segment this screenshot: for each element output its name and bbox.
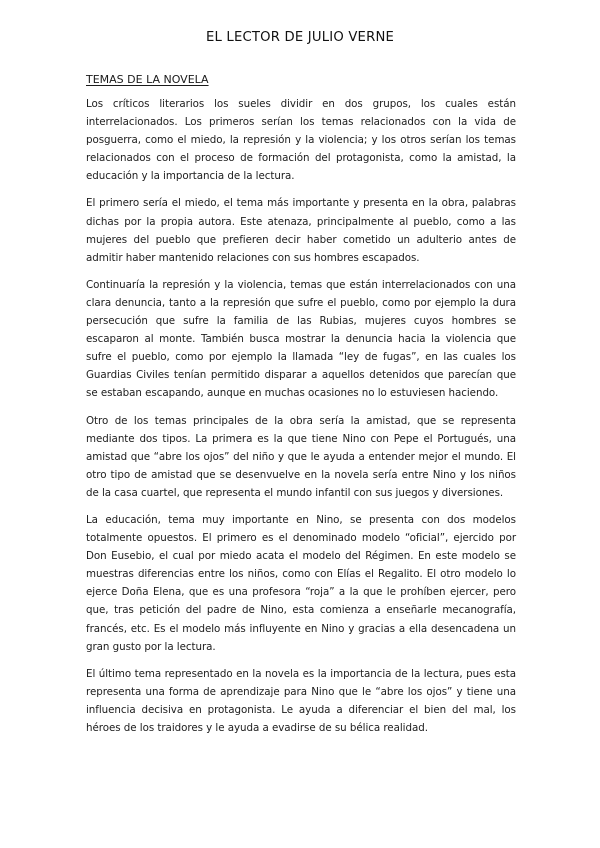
paragraph-intro: Los críticos literarios los sueles dividir en dos grupos, los cuales están interrelacionados. Los primeros serían los temas relacionados con la vida de posguerra, como el miedo, la represión y la violencia; y los otros serían los temas relacionados con el proceso de formación del protagonista, como la amistad, la educación y la importancia de la lectura. bbox=[86, 98, 516, 183]
section-heading: TEMAS DE LA NOVELA bbox=[86, 73, 209, 86]
document-body bbox=[86, 95, 516, 746]
paragraph-amistad: Otro de los temas principales de la obra sería la amistad, que se representa mediante dos tipos. La primera es la que tiene Nino con Pepe el Portugués, una amistad que “abre los ojos” del niño y que le ayuda a entender mejor el mundo. El otro tipo de amistad que se desenvuelve en la novela sería entre Nino y los niños de la casa cuartel, que representa el mundo infantil con sus juegos y diversiones. bbox=[86, 414, 516, 499]
paragraph-lectura: El último tema representado en la novela es la importancia de la lectura, pues esta representa una forma de aprendizaje para Nino que le “abre los ojos” y tiene una influencia decisiva en protagonista. Le ayuda a diferenciar el bien del mal, los héroes de los traidores y le ayuda a evadirse de su bélica realidad. bbox=[86, 667, 516, 734]
paragraph-represion: Continuaría la represión y la violencia, temas que están interrelacionados con una clara denuncia, tanto a la represión que sufre el pueblo, como por ejemplo la dura persecución que sufre la familia de las Rubias, mujeres cuyos hombres se escaparon al monte. También busca mostrar la denuncia hacia la violencia que sufre el pueblo, como por ejemplo la llamada “ley de fugas”, en las cuales los Guardias Civiles tenían permitido disparar a aquellos detenidos que parecían que se estaban escapando, aunque en muchas ocasiones no lo estuviesen haciendo. bbox=[86, 278, 516, 400]
paragraph-educacion: La educación, tema muy importante en Nino, se presenta con dos modelos totalmente opuestos. El primero es el denominado modelo “oficial”, ejercido por Don Eusebio, el cual por miedo acata el modelo del Régimen. En este modelo se muestras diferencias entre los niños, como con Elías el Regalito. El otro modelo lo ejerce Doña Elena, que es una profesora “roja” a la que le prohíben ejercer, pero que, tras petición del padre de Nino, esta comienza a enseñarle mecanografía, francés, etc. Es el modelo más influyente en Nino y gracias a ella desencadena un gran gusto por la lectura. bbox=[86, 513, 516, 653]
paragraph-miedo: El primero sería el miedo, el tema más importante y presenta en la obra, palabras dichas por la propia autora. Este atenaza, principalmente al pueblo, como a las mujeres del pueblo que prefieren decir haber cometido un adulterio antes de admitir haber mantenido relaciones con sus hombres escapados. bbox=[86, 197, 516, 264]
document-title: EL LECTOR DE JULIO VERNE bbox=[205, 30, 395, 45]
